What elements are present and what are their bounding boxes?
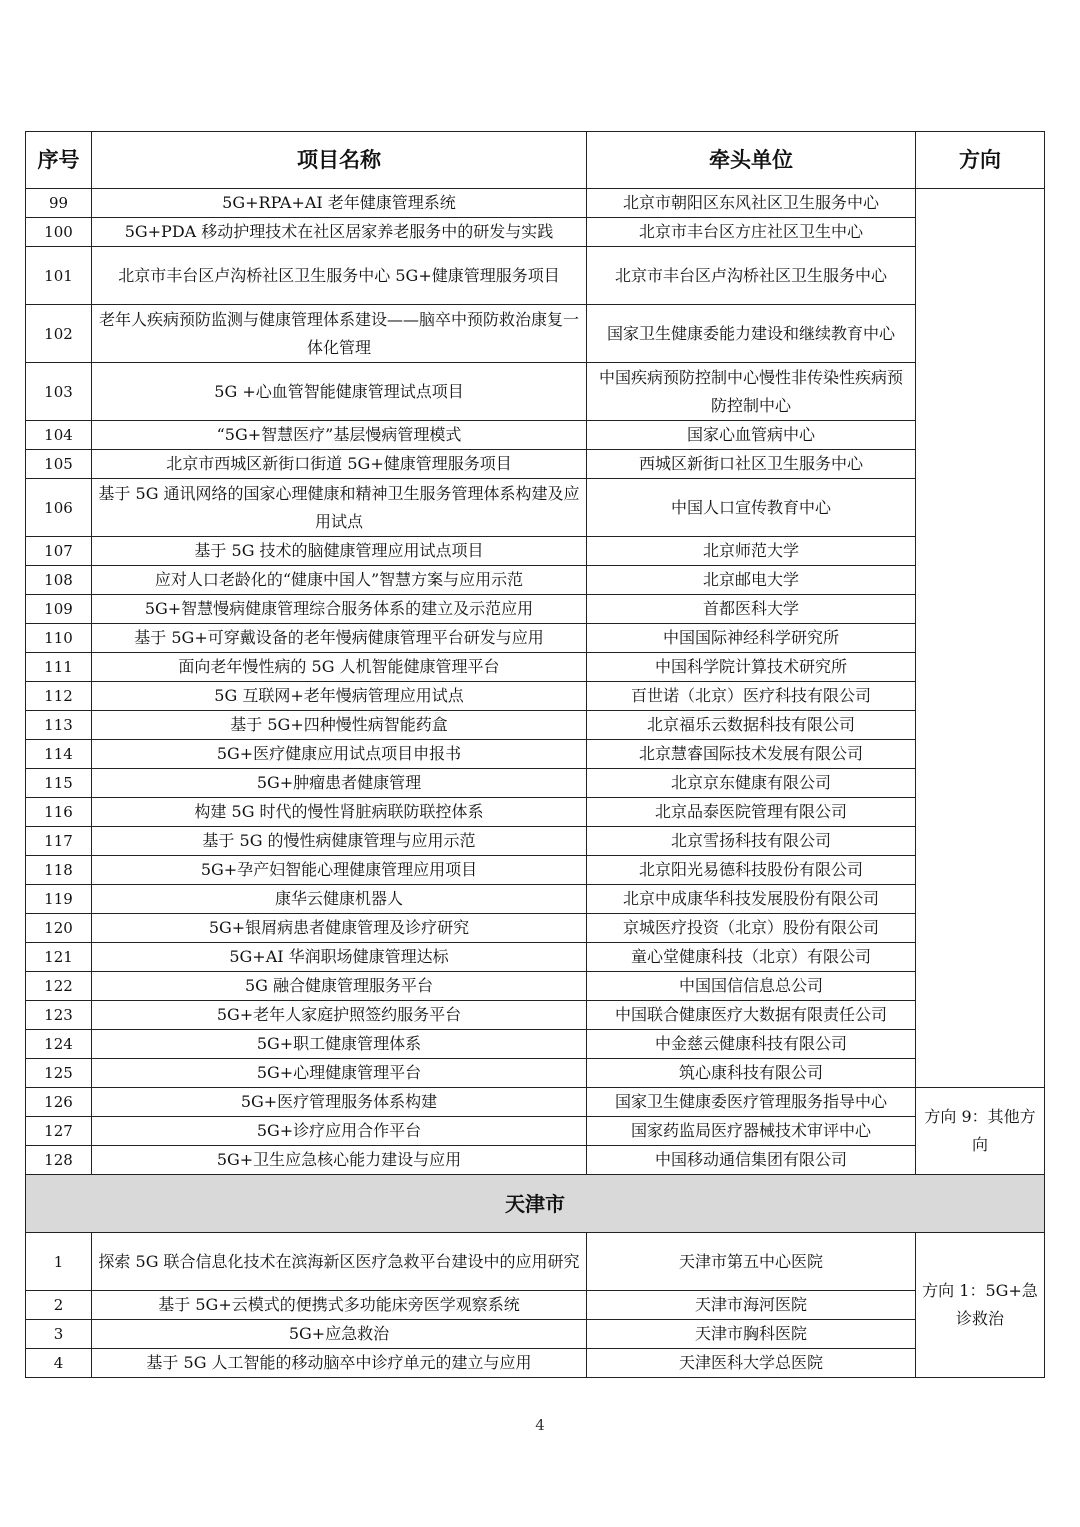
row-lead-unit: 中国人口宣传教育中心 bbox=[587, 479, 916, 537]
row-seq: 117 bbox=[26, 827, 92, 856]
row-project-name: 5G+医疗管理服务体系构建 bbox=[92, 1088, 587, 1117]
table-row bbox=[26, 798, 1045, 827]
row-project-name: 5G +心血管智能健康管理试点项目 bbox=[92, 363, 587, 421]
row-seq: 110 bbox=[26, 624, 92, 653]
table-row bbox=[26, 856, 1045, 885]
row-project-name: 基于 5G+云模式的便携式多功能床旁医学观察系统 bbox=[92, 1291, 587, 1320]
row-seq: 125 bbox=[26, 1059, 92, 1088]
table-row bbox=[26, 218, 1045, 247]
table-row bbox=[26, 1117, 1045, 1146]
row-lead-unit: 天津市胸科医院 bbox=[587, 1320, 916, 1349]
row-lead-unit: 中国疾病预防控制中心慢性非传染性疾病预防控制中心 bbox=[587, 363, 916, 421]
row-seq: 103 bbox=[26, 363, 92, 421]
row-project-name: 5G+肿瘤患者健康管理 bbox=[92, 769, 587, 798]
row-project-name: 面向老年慢性病的 5G 人机智能健康管理平台 bbox=[92, 653, 587, 682]
row-seq: 124 bbox=[26, 1030, 92, 1059]
row-seq: 106 bbox=[26, 479, 92, 537]
row-project-name: 5G+AI 华润职场健康管理达标 bbox=[92, 943, 587, 972]
table-row bbox=[26, 740, 1045, 769]
row-seq: 104 bbox=[26, 421, 92, 450]
row-lead-unit: 天津市第五中心医院 bbox=[587, 1233, 916, 1291]
table-row bbox=[26, 1291, 1045, 1320]
row-seq: 100 bbox=[26, 218, 92, 247]
row-seq: 112 bbox=[26, 682, 92, 711]
row-seq: 115 bbox=[26, 769, 92, 798]
table-row bbox=[26, 1001, 1045, 1030]
row-lead-unit: 中金慈云健康科技有限公司 bbox=[587, 1030, 916, 1059]
row-project-name: 5G+职工健康管理体系 bbox=[92, 1030, 587, 1059]
row-lead-unit: 北京福乐云数据科技有限公司 bbox=[587, 711, 916, 740]
table-row bbox=[26, 769, 1045, 798]
row-project-name: 5G+RPA+AI 老年健康管理系统 bbox=[92, 189, 587, 218]
row-seq: 120 bbox=[26, 914, 92, 943]
row-project-name: 5G+老年人家庭护照签约服务平台 bbox=[92, 1001, 587, 1030]
row-seq: 128 bbox=[26, 1146, 92, 1175]
row-project-name: 康华云健康机器人 bbox=[92, 885, 587, 914]
row-project-name: “5G+智慧医疗”基层慢病管理模式 bbox=[92, 421, 587, 450]
row-seq: 108 bbox=[26, 566, 92, 595]
row-project-name: 5G 互联网+老年慢病管理应用试点 bbox=[92, 682, 587, 711]
table-body bbox=[26, 189, 1045, 1378]
table-row bbox=[26, 624, 1045, 653]
row-lead-unit: 中国科学院计算技术研究所 bbox=[587, 653, 916, 682]
row-seq: 111 bbox=[26, 653, 92, 682]
table-row bbox=[26, 421, 1045, 450]
row-lead-unit: 国家卫生健康委医疗管理服务指导中心 bbox=[587, 1088, 916, 1117]
table-row bbox=[26, 653, 1045, 682]
table-row bbox=[26, 1146, 1045, 1175]
row-project-name: 基于 5G+四种慢性病智能药盒 bbox=[92, 711, 587, 740]
row-seq: 2 bbox=[26, 1291, 92, 1320]
row-seq: 3 bbox=[26, 1320, 92, 1349]
row-project-name: 探索 5G 联合信息化技术在滨海新区医疗急救平台建设中的应用研究 bbox=[92, 1233, 587, 1291]
table-row bbox=[26, 363, 1045, 421]
row-project-name: 5G+卫生应急核心能力建设与应用 bbox=[92, 1146, 587, 1175]
header-direction: 方向 bbox=[916, 132, 1045, 189]
table-row bbox=[26, 1233, 1045, 1291]
table-row bbox=[26, 247, 1045, 305]
row-lead-unit: 天津市海河医院 bbox=[587, 1291, 916, 1320]
row-project-name: 5G+应急救治 bbox=[92, 1320, 587, 1349]
row-project-name: 基于 5G 的慢性病健康管理与应用示范 bbox=[92, 827, 587, 856]
row-project-name: 5G+孕产妇智能心理健康管理应用项目 bbox=[92, 856, 587, 885]
row-lead-unit: 天津医科大学总医院 bbox=[587, 1349, 916, 1378]
direction-cell-tianjin: 方向 1：5G+急诊救治 bbox=[916, 1233, 1045, 1378]
table-row bbox=[26, 1349, 1045, 1378]
table-row bbox=[26, 537, 1045, 566]
table-row bbox=[26, 972, 1045, 1001]
page-number: 4 bbox=[535, 1416, 545, 1434]
row-seq: 1 bbox=[26, 1233, 92, 1291]
row-seq: 119 bbox=[26, 885, 92, 914]
row-project-name: 老年人疾病预防监测与健康管理体系建设——脑卒中预防救治康复一体化管理 bbox=[92, 305, 587, 363]
section-row-tianjin bbox=[26, 1175, 1045, 1233]
row-lead-unit: 北京阳光易德科技股份有限公司 bbox=[587, 856, 916, 885]
row-lead-unit: 西城区新街口社区卫生服务中心 bbox=[587, 450, 916, 479]
row-seq: 101 bbox=[26, 247, 92, 305]
row-seq: 126 bbox=[26, 1088, 92, 1117]
table-row bbox=[26, 189, 1045, 218]
table-row bbox=[26, 566, 1045, 595]
row-project-name: 应对人口老龄化的“健康中国人”智慧方案与应用示范 bbox=[92, 566, 587, 595]
row-project-name: 基于 5G 人工智能的移动脑卒中诊疗单元的建立与应用 bbox=[92, 1349, 587, 1378]
table-row bbox=[26, 1030, 1045, 1059]
row-lead-unit: 中国移动通信集团有限公司 bbox=[587, 1146, 916, 1175]
row-project-name: 北京市西城区新街口街道 5G+健康管理服务项目 bbox=[92, 450, 587, 479]
row-seq: 122 bbox=[26, 972, 92, 1001]
row-seq: 102 bbox=[26, 305, 92, 363]
row-seq: 113 bbox=[26, 711, 92, 740]
row-lead-unit: 童心堂健康科技（北京）有限公司 bbox=[587, 943, 916, 972]
row-project-name: 5G+银屑病患者健康管理及诊疗研究 bbox=[92, 914, 587, 943]
row-lead-unit: 百世诺（北京）医疗科技有限公司 bbox=[587, 682, 916, 711]
table-row bbox=[26, 711, 1045, 740]
header-project-name: 项目名称 bbox=[92, 132, 587, 189]
row-seq: 118 bbox=[26, 856, 92, 885]
row-lead-unit: 中国国信信息总公司 bbox=[587, 972, 916, 1001]
row-project-name: 5G+医疗健康应用试点项目申报书 bbox=[92, 740, 587, 769]
project-table bbox=[25, 131, 1045, 1378]
row-seq: 114 bbox=[26, 740, 92, 769]
table-header-row bbox=[26, 132, 1045, 189]
row-lead-unit: 筑心康科技有限公司 bbox=[587, 1059, 916, 1088]
row-lead-unit: 北京雪扬科技有限公司 bbox=[587, 827, 916, 856]
row-project-name: 基于 5G+可穿戴设备的老年慢病健康管理平台研发与应用 bbox=[92, 624, 587, 653]
row-lead-unit: 北京市朝阳区东风社区卫生服务中心 bbox=[587, 189, 916, 218]
row-lead-unit: 北京慧睿国际技术发展有限公司 bbox=[587, 740, 916, 769]
row-lead-unit: 北京市丰台区方庄社区卫生中心 bbox=[587, 218, 916, 247]
row-seq: 4 bbox=[26, 1349, 92, 1378]
row-project-name: 基于 5G 通讯网络的国家心理健康和精神卫生服务管理体系构建及应用试点 bbox=[92, 479, 587, 537]
row-project-name: 5G 融合健康管理服务平台 bbox=[92, 972, 587, 1001]
row-lead-unit: 中国联合健康医疗大数据有限责任公司 bbox=[587, 1001, 916, 1030]
row-seq: 109 bbox=[26, 595, 92, 624]
row-seq: 121 bbox=[26, 943, 92, 972]
row-seq: 116 bbox=[26, 798, 92, 827]
row-lead-unit: 首都医科大学 bbox=[587, 595, 916, 624]
table-row bbox=[26, 305, 1045, 363]
row-project-name: 5G+PDA 移动护理技术在社区居家养老服务中的研发与实践 bbox=[92, 218, 587, 247]
row-seq: 99 bbox=[26, 189, 92, 218]
direction-cell-other: 方向 9：其他方向 bbox=[916, 1088, 1045, 1175]
row-seq: 105 bbox=[26, 450, 92, 479]
table-row bbox=[26, 885, 1045, 914]
table-row bbox=[26, 914, 1045, 943]
table-row bbox=[26, 943, 1045, 972]
section-title-tianjin: 天津市 bbox=[26, 1175, 1045, 1233]
row-seq: 127 bbox=[26, 1117, 92, 1146]
header-seq: 序号 bbox=[26, 132, 92, 189]
row-lead-unit: 北京师范大学 bbox=[587, 537, 916, 566]
table-row bbox=[26, 1088, 1045, 1117]
row-project-name: 北京市丰台区卢沟桥社区卫生服务中心 5G+健康管理服务项目 bbox=[92, 247, 587, 305]
table-row bbox=[26, 1320, 1045, 1349]
row-project-name: 5G+诊疗应用合作平台 bbox=[92, 1117, 587, 1146]
row-project-name: 5G+心理健康管理平台 bbox=[92, 1059, 587, 1088]
row-lead-unit: 国家心血管病中心 bbox=[587, 421, 916, 450]
row-seq: 107 bbox=[26, 537, 92, 566]
table-row bbox=[26, 450, 1045, 479]
row-project-name: 基于 5G 技术的脑健康管理应用试点项目 bbox=[92, 537, 587, 566]
row-lead-unit: 北京京东健康有限公司 bbox=[587, 769, 916, 798]
row-seq: 123 bbox=[26, 1001, 92, 1030]
row-lead-unit: 国家卫生健康委能力建设和继续教育中心 bbox=[587, 305, 916, 363]
direction-cell-blank bbox=[916, 189, 1045, 1088]
row-lead-unit: 北京市丰台区卢沟桥社区卫生服务中心 bbox=[587, 247, 916, 305]
row-project-name: 构建 5G 时代的慢性肾脏病联防联控体系 bbox=[92, 798, 587, 827]
table-row bbox=[26, 827, 1045, 856]
table-row bbox=[26, 595, 1045, 624]
row-project-name: 5G+智慧慢病健康管理综合服务体系的建立及示范应用 bbox=[92, 595, 587, 624]
table-row bbox=[26, 682, 1045, 711]
row-lead-unit: 北京邮电大学 bbox=[587, 566, 916, 595]
row-lead-unit: 北京品泰医院管理有限公司 bbox=[587, 798, 916, 827]
table-row bbox=[26, 1059, 1045, 1088]
row-lead-unit: 国家药监局医疗器械技术审评中心 bbox=[587, 1117, 916, 1146]
header-lead-unit: 牵头单位 bbox=[587, 132, 916, 189]
row-lead-unit: 北京中成康华科技发展股份有限公司 bbox=[587, 885, 916, 914]
row-lead-unit: 京城医疗投资（北京）股份有限公司 bbox=[587, 914, 916, 943]
table-row bbox=[26, 479, 1045, 537]
row-lead-unit: 中国国际神经科学研究所 bbox=[587, 624, 916, 653]
